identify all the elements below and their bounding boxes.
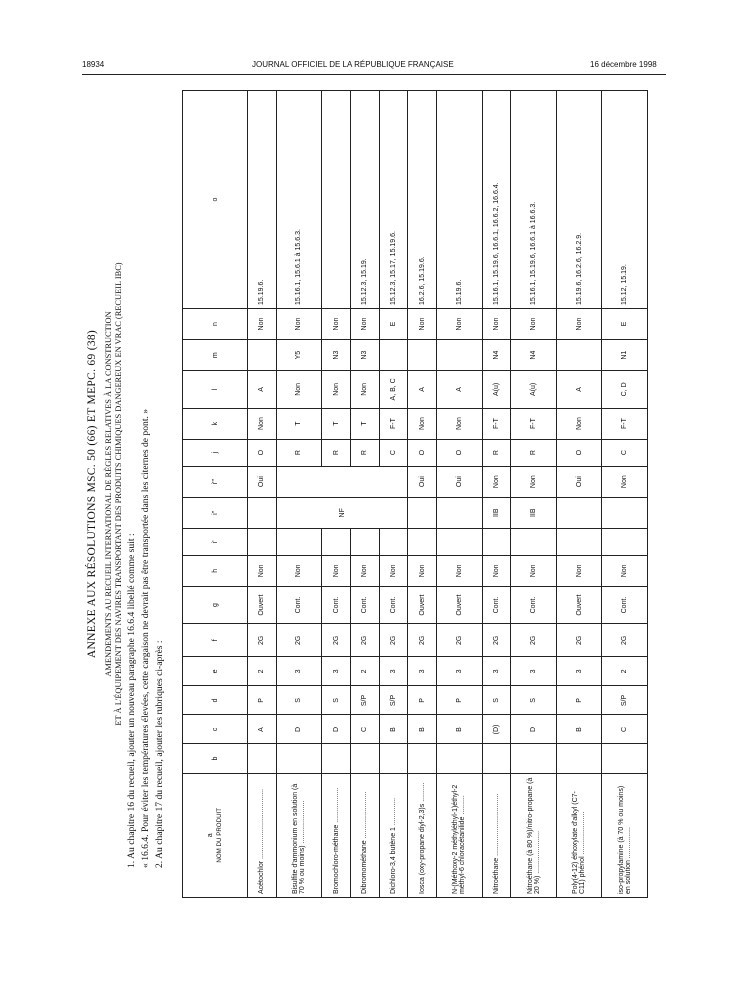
cell-product-name: Bisulfite d'ammonium en solution (à 70 % ou moins) ......................: [276, 773, 322, 897]
cell-h: Non: [322, 555, 351, 586]
cell-k: F-T: [379, 408, 408, 439]
cell-d: S/P: [350, 686, 379, 715]
cell-b: [602, 744, 648, 773]
header-rule: [82, 74, 666, 75]
cell-g: Cont.: [602, 586, 648, 623]
cell-h: Non: [482, 555, 511, 586]
cell-j: C: [602, 439, 648, 466]
cell-o: 15.19.6, 16.2.6, 16.2.9.: [556, 91, 602, 309]
cell-h: Non: [379, 555, 408, 586]
table-row: [511, 91, 557, 898]
cell-o: 15.12.3, 15.17, 15.19.6.: [379, 91, 408, 309]
cell-d: P: [408, 686, 437, 715]
cell-k: T: [350, 408, 379, 439]
cell-j: O: [408, 439, 437, 466]
cell-j: R: [511, 439, 557, 466]
cell-k: Non: [248, 408, 277, 439]
product-table: [182, 90, 648, 898]
col-header-i3: i''': [183, 466, 248, 497]
cell-b: [556, 744, 602, 773]
cell-f: 2G: [248, 624, 277, 657]
cell-d: S: [276, 686, 322, 715]
cell-g: Ouvert: [556, 586, 602, 623]
issue-date: 16 décembre 1998: [590, 60, 657, 69]
cell-d: S: [322, 686, 351, 715]
cell-k: F-T: [511, 408, 557, 439]
cell-f: 2G: [322, 624, 351, 657]
cell-i1: [482, 528, 511, 555]
cell-c: A: [248, 715, 277, 744]
cell-m: [408, 340, 437, 371]
cell-g: Cont.: [482, 586, 511, 623]
cell-product-name: iso-propylamine (à 70 % ou moins) en solution ................: [602, 773, 648, 897]
cell-e: 2: [602, 657, 648, 686]
table-header-row: [183, 91, 248, 898]
cell-e: 2: [350, 657, 379, 686]
cell-j: R: [482, 439, 511, 466]
table-row: [556, 91, 602, 898]
cell-product-name: Dibromométhane ........................: [350, 773, 379, 897]
cell-b: [350, 744, 379, 773]
cell-d: S: [482, 686, 511, 715]
cell-i3: Oui: [437, 466, 483, 497]
cell-d: P: [556, 686, 602, 715]
col-header-a: a NOM DU PRODUIT: [183, 773, 248, 897]
cell-e: 3: [511, 657, 557, 686]
cell-l: Non: [350, 371, 379, 408]
cell-l: A: [408, 371, 437, 408]
cell-g: Cont.: [379, 586, 408, 623]
cell-m: N3: [322, 340, 351, 371]
cell-d: P: [248, 686, 277, 715]
cell-h: Non: [350, 555, 379, 586]
cell-l: A(u): [511, 371, 557, 408]
col-header-c: c: [183, 715, 248, 744]
cell-g: Cont.: [350, 586, 379, 623]
cell-o: 15.19.6.: [437, 91, 483, 309]
cell-c: D: [511, 715, 557, 744]
cell-m: [556, 340, 602, 371]
cell-e: 3: [408, 657, 437, 686]
cell-e: 3: [482, 657, 511, 686]
cell-b: [437, 744, 483, 773]
annex-title: ANNEXE AUX RÉSOLUTIONS MSC. 50 (66) ET MEPC. 69 (38): [86, 329, 98, 659]
cell-h: Non: [511, 555, 557, 586]
cell-k: Non: [437, 408, 483, 439]
cell-m: [437, 340, 483, 371]
cell-i1: [556, 528, 602, 555]
cell-i1: [602, 528, 648, 555]
page-number: 18934: [82, 60, 105, 69]
cell-i1: [437, 528, 483, 555]
cell-h: Non: [602, 555, 648, 586]
cell-o: 15.16.1, 15.6.1 à 15.6.3.: [276, 91, 322, 309]
cell-b: [379, 744, 408, 773]
table-row: [408, 91, 437, 898]
table-row: [602, 91, 648, 898]
cell-d: S: [511, 686, 557, 715]
cell-j: O: [556, 439, 602, 466]
cell-m: N1: [602, 340, 648, 371]
cell-e: 3: [437, 657, 483, 686]
cell-i2: [437, 497, 483, 528]
cell-i1: [322, 528, 351, 555]
cell-product-name: Poly(4-12) éthoxylate d'alkyl (C7-C11) phénol ......................: [556, 773, 602, 897]
cell-c: D: [276, 715, 322, 744]
cell-k: Non: [556, 408, 602, 439]
paragraph-3: 2. Au chapitre 17 du recueil, ajouter les rubriques ci-après :: [154, 640, 165, 868]
cell-g: Ouvert: [248, 586, 277, 623]
paragraph-2: « 16.6.4. Pour éviter les températures élevées, cette cargaison ne devrait pas être transportée dans les citernes de pont. »: [140, 408, 151, 868]
col-header-o: o: [183, 91, 248, 309]
cell-k: T: [322, 408, 351, 439]
cell-i2: IIB: [482, 497, 511, 528]
cell-b: [511, 744, 557, 773]
table-row: [276, 91, 322, 898]
cell-l: A, B, C: [379, 371, 408, 408]
cell-i1: [408, 528, 437, 555]
col-header-e: e: [183, 657, 248, 686]
cell-e: 3: [556, 657, 602, 686]
cell-k: Non: [408, 408, 437, 439]
cell-j: R: [350, 439, 379, 466]
cell-m: N4: [511, 340, 557, 371]
cell-i2: [248, 497, 277, 528]
cell-o: 15.16.1, 15.19.6, 16.6.1 à 16.6.3.: [511, 91, 557, 309]
annex-subtitle-2: ET À L'ÉQUIPEMENT DES NAVIRES TRANSPORTANT DES PRODUITS CHIMIQUES DANGEREUX EN VRAC (RECUEIL IBC): [114, 262, 123, 726]
col-header-g: g: [183, 586, 248, 623]
cell-i2: IIB: [511, 497, 557, 528]
cell-n: Non: [248, 308, 277, 339]
cell-product-name: Bromochloro-méthane ..................: [322, 773, 351, 897]
annex-subtitle-1: AMENDEMENTS AU RECUEIL INTERNATIONAL DE RÈGLES RELATIVES À LA CONSTRUCTION: [104, 311, 113, 677]
cell-f: 2G: [556, 624, 602, 657]
cell-n: E: [602, 308, 648, 339]
cell-l: Non: [322, 371, 351, 408]
col-header-k: k: [183, 408, 248, 439]
cell-g: Cont.: [322, 586, 351, 623]
cell-f: 2G: [602, 624, 648, 657]
cell-m: [379, 340, 408, 371]
cell-e: 2: [248, 657, 277, 686]
cell-i2: [602, 497, 648, 528]
cell-n: Non: [556, 308, 602, 339]
cell-i3-merged: [276, 466, 408, 497]
cell-m: N3: [350, 340, 379, 371]
col-header-l: l: [183, 371, 248, 408]
cell-n: E: [379, 308, 408, 339]
cell-g: Ouvert: [408, 586, 437, 623]
cell-i3: Oui: [248, 466, 277, 497]
cell-k: F-T: [602, 408, 648, 439]
cell-e: 3: [322, 657, 351, 686]
cell-c: D: [322, 715, 351, 744]
cell-l: C, D: [602, 371, 648, 408]
cell-product-name: N-(Méthoxy-2 méthyléthyl-1)éthyl-2 méthyl-6 chloracétanilide ..........: [437, 773, 483, 897]
col-header-h: h: [183, 555, 248, 586]
cell-g: Cont.: [276, 586, 322, 623]
journal-title: JOURNAL OFFICIEL DE LA RÉPUBLIQUE FRANÇAISE: [252, 60, 454, 69]
cell-o: 15.16.1, 15.19.6, 16.6.1, 16.6.2, 16.6.4.: [482, 91, 511, 309]
cell-g: Cont.: [511, 586, 557, 623]
cell-product-name: Nitroéthane (à 80 %)/nitro-propane (à 20 %) ......................: [511, 773, 557, 897]
cell-l: A: [556, 371, 602, 408]
col-header-n: n: [183, 308, 248, 339]
cell-i3: Non: [511, 466, 557, 497]
cell-n: Non: [437, 308, 483, 339]
cell-l: A: [437, 371, 483, 408]
cell-b: [248, 744, 277, 773]
cell-j: R: [322, 439, 351, 466]
cell-i1: [350, 528, 379, 555]
cell-j: R: [276, 439, 322, 466]
cell-o: 16.2.6, 15.19.6.: [408, 91, 437, 309]
cell-n: Non: [482, 308, 511, 339]
cell-product-name: Nitroéthane ................................: [482, 773, 511, 897]
cell-b: [276, 744, 322, 773]
cell-c: (D): [482, 715, 511, 744]
cell-g: Ouvert: [437, 586, 483, 623]
col-header-m: m: [183, 340, 248, 371]
cell-product-name: Dichloro-3,4 butène 1 ..............: [379, 773, 408, 897]
cell-i2: [556, 497, 602, 528]
table-row: [437, 91, 483, 898]
cell-m: [248, 340, 277, 371]
cell-h: Non: [556, 555, 602, 586]
cell-f: 2G: [276, 624, 322, 657]
cell-f: 2G: [379, 624, 408, 657]
cell-k: T: [276, 408, 322, 439]
cell-h: Non: [408, 555, 437, 586]
cell-c: C: [602, 715, 648, 744]
cell-i1: [379, 528, 408, 555]
cell-h: Non: [248, 555, 277, 586]
cell-b: [322, 744, 351, 773]
cell-h: Non: [276, 555, 322, 586]
cell-c: B: [379, 715, 408, 744]
cell-d: S/P: [379, 686, 408, 715]
paragraph-1: 1. Au chapitre 16 du recueil, ajouter un nouveau paragraphe 16.6.4 libellé comme suit :: [126, 533, 137, 868]
cell-n: Non: [511, 308, 557, 339]
cell-o: [322, 91, 351, 309]
cell-i3: Oui: [556, 466, 602, 497]
cell-i1: [276, 528, 322, 555]
cell-n: Non: [276, 308, 322, 339]
cell-f: 2G: [511, 624, 557, 657]
cell-f: 2G: [350, 624, 379, 657]
col-header-j: j: [183, 439, 248, 466]
cell-b: [408, 744, 437, 773]
cell-n: Non: [408, 308, 437, 339]
col-header-i2: i'': [183, 497, 248, 528]
cell-f: 2G: [482, 624, 511, 657]
col-header-i1: i': [183, 528, 248, 555]
rotated-page-content: [82, 90, 648, 898]
cell-f: 2G: [437, 624, 483, 657]
cell-j: C: [379, 439, 408, 466]
cell-b: [482, 744, 511, 773]
cell-o: 15.12.3, 15.19.: [350, 91, 379, 309]
cell-i3: Oui: [408, 466, 437, 497]
cell-k: F-T: [482, 408, 511, 439]
col-header-b: b: [183, 744, 248, 773]
cell-j: O: [248, 439, 277, 466]
cell-c: C: [350, 715, 379, 744]
cell-o: 15.19.6.: [248, 91, 277, 309]
cell-c: B: [437, 715, 483, 744]
cell-m: Y5: [276, 340, 322, 371]
cell-n: Non: [350, 308, 379, 339]
col-header-f: f: [183, 624, 248, 657]
cell-i2-merged: NF: [276, 497, 408, 528]
cell-n: Non: [322, 308, 351, 339]
cell-d: P: [437, 686, 483, 715]
cell-c: B: [556, 715, 602, 744]
cell-i1: [511, 528, 557, 555]
cell-product-name: Acétochlor ....................................: [248, 773, 277, 897]
cell-e: 3: [276, 657, 322, 686]
cell-i2: [408, 497, 437, 528]
cell-m: N4: [482, 340, 511, 371]
table-row: [482, 91, 511, 898]
cell-i1: [248, 528, 277, 555]
cell-j: O: [437, 439, 483, 466]
cell-o: 15.12, 15.19.: [602, 91, 648, 309]
cell-f: 2G: [408, 624, 437, 657]
cell-c: B: [408, 715, 437, 744]
cell-product-name: Iosca (oxy-propane diyl-2,3)s ..........: [408, 773, 437, 897]
cell-d: S/P: [602, 686, 648, 715]
amendment-intro: [82, 90, 182, 898]
cell-e: 3: [379, 657, 408, 686]
cell-h: Non: [437, 555, 483, 586]
cell-l: Non: [276, 371, 322, 408]
cell-l: A: [248, 371, 277, 408]
col-header-d: d: [183, 686, 248, 715]
cell-i3: Non: [482, 466, 511, 497]
cell-l: A(u): [482, 371, 511, 408]
table-row: [248, 91, 277, 898]
cell-i3: Non: [602, 466, 648, 497]
